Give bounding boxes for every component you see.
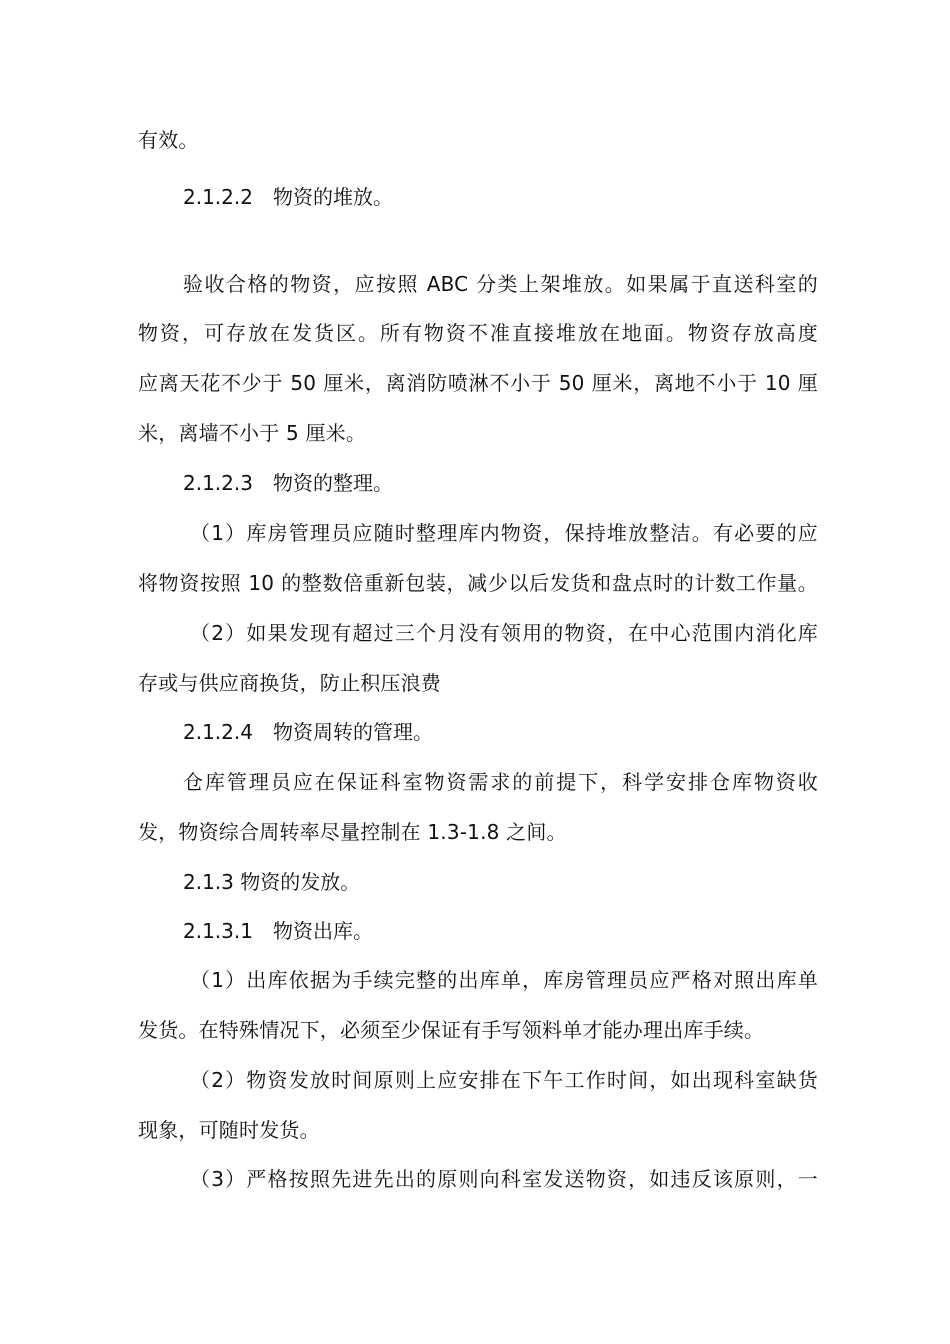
paragraph-line: 存或与供应商换货，防止积压浪费 [138,671,441,695]
paragraph-line: （2）如果发现有超过三个月没有领用的物资，在中心范围内消化库 [190,621,818,645]
paragraph-line: 验收合格的物资，应按照 ABC 分类上架堆放。如果属于直送科室的 [183,272,818,296]
paragraph-line: （1）出库依据为手续完整的出库单，库房管理员应严格对照出库单 [190,968,818,992]
section-number: 2.1.2.2 [183,185,253,209]
paragraph-line: 现象，可随时发货。 [138,1118,320,1142]
paragraph-line: （1）库房管理员应随时整理库内物资，保持堆放整洁。有必要的应 [190,521,818,545]
paragraph-line: 仓库管理员应在保证科室物资需求的前提下，科学安排仓库物资收 [183,770,818,794]
section-heading-2-1-3: 2.1.3 物资的发放。 [183,870,361,894]
paragraph-line: 应离天花不少于 50 厘米，离消防喷淋不小于 50 厘米，离地不小于 10 厘 [138,371,818,395]
section-heading-2-1-2-2 [183,183,393,211]
section-number: 2.1.2.3 [183,471,253,495]
section-heading-2-1-2-3 [183,469,393,497]
section-number: 2.1.2.4 [183,720,253,744]
paragraph-line: 米，离墙不小于 5 厘米。 [138,421,367,445]
section-title: 物资的整理。 [273,471,393,495]
paragraph-line: 物资，可存放在发货区。所有物资不准直接堆放在地面。物资存放高度 [138,321,818,345]
section-number: 2.1.3.1 [183,919,253,943]
text-line: 有效。 [138,128,199,152]
section-title: 物资出库。 [273,919,373,943]
paragraph-line: （3）严格按照先进先出的原则向科室发送物资，如违反该原则，一 [190,1167,818,1191]
paragraph-line: 发，物资综合周转率尽量控制在 1.3-1.8 之间。 [138,820,567,844]
section-title: 物资周转的管理。 [273,720,433,744]
section-heading-2-1-2-4 [183,718,433,746]
paragraph-line: 将物资按照 10 的整数倍重新包装，减少以后发货和盘点时的计数工作量。 [138,571,818,595]
paragraph-line: （2）物资发放时间原则上应安排在下午工作时间，如出现科室缺货 [190,1068,818,1092]
paragraph-line: 发货。在特殊情况下，必须至少保证有手写领料单才能办理出库手续。 [138,1018,765,1042]
section-heading-2-1-3-1 [183,917,373,945]
section-title: 物资的堆放。 [273,185,393,209]
